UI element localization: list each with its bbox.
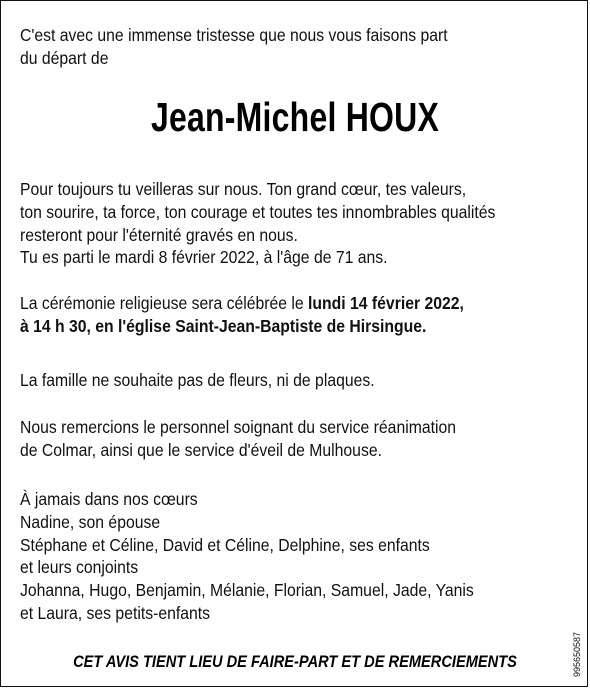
reference-number: 995650587 <box>572 631 582 677</box>
family-line: et leurs conjoints <box>20 557 139 578</box>
thanks-line: Nous remercions le personnel soignant du service réanimation <box>20 417 456 437</box>
family-paragraph <box>20 488 474 625</box>
ceremony-date: lundi 14 février 2022, <box>308 293 464 313</box>
ceremony-paragraph <box>20 292 464 338</box>
footer-notice: CET AVIS TIENT LIEU DE FAIRE-PART ET DE REMERCIEMENTS <box>73 652 517 671</box>
ceremony-time-place: à 14 h 30, en l'église Saint-Jean-Baptiste de Hirsingue. <box>20 315 427 336</box>
tribute-line: Pour toujours tu veilleras sur nous. Ton grand cœur, tes valeurs, <box>20 179 467 199</box>
family-line: À jamais dans nos cœurs <box>20 489 198 509</box>
ceremony-text: La cérémonie religieuse sera célébrée le <box>20 293 309 313</box>
family-line: Stéphane et Céline, David et Céline, Delphine, ses enfants <box>20 534 430 555</box>
tribute-paragraph <box>20 178 495 269</box>
intro-line: du départ de <box>20 47 109 68</box>
family-line: Johanna, Hugo, Benjamin, Mélanie, Florian, Samuel, Jade, Yanis <box>20 580 474 601</box>
thanks-paragraph <box>20 416 456 462</box>
tribute-line: Tu es parti le mardi 8 février 2022, à l'âge de 71 ans. <box>20 247 388 268</box>
deceased-name: Jean-Michel HOUX <box>150 94 440 140</box>
family-line: et Laura, ses petits-enfants <box>20 602 210 623</box>
thanks-line: de Colmar, ainsi que le service d'éveil de Mulhouse. <box>20 439 382 460</box>
tribute-line: resteront pour l'éternité gravés en nous. <box>20 224 298 245</box>
family-line: Nadine, son épouse <box>20 511 161 532</box>
ceremony-line <box>20 292 464 315</box>
tribute-line: ton sourire, ta force, ton courage et toutes tes innombrables qualités <box>20 201 496 222</box>
intro-paragraph <box>20 24 448 70</box>
intro-line: C'est avec une immense tristesse que nous vous faisons part <box>20 25 448 45</box>
flowers-note: La famille ne souhaite pas de fleurs, ni de plaques. <box>20 370 375 390</box>
